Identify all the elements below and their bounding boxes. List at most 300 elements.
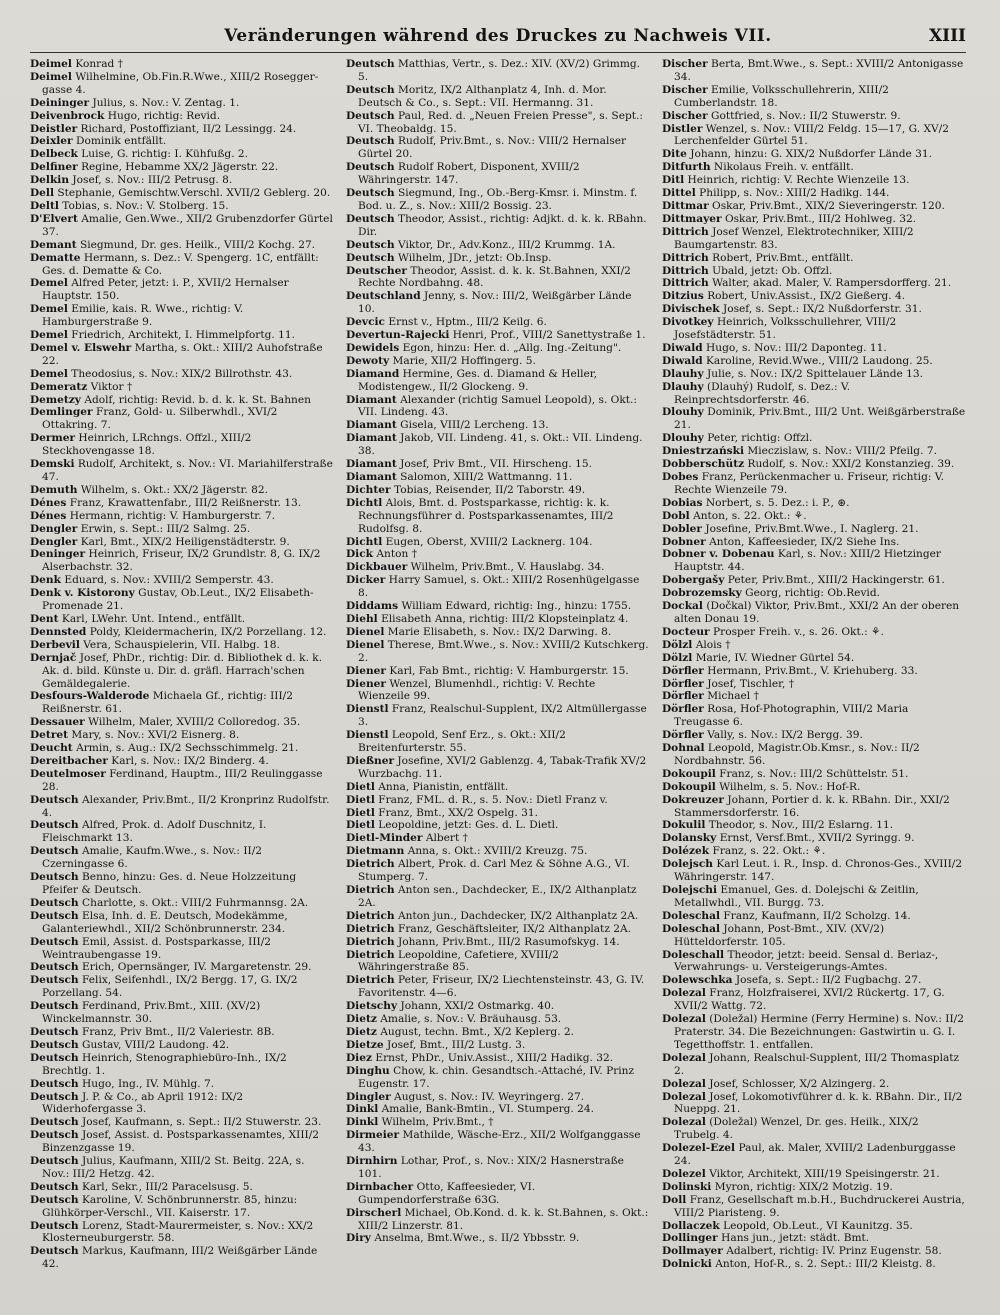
directory-entry: [662, 406, 966, 432]
directory-entry: [662, 1091, 966, 1117]
entry-details: Karoline, Revid.Wwe., VIII/2 Laudong. 25.: [706, 354, 933, 367]
directory-entry: [30, 819, 334, 845]
entry-details: Adolf, richtig: Revid. b. d. k. k. St. Bahnen: [84, 393, 311, 406]
directory-entry: [662, 1245, 966, 1258]
directory-entry: [346, 1065, 650, 1091]
entry-surname: Deutsch: [346, 135, 395, 148]
entry-details: Albert †: [425, 832, 468, 845]
entry-surname: Diwald: [662, 354, 703, 367]
entry-details: Anton sen., Dachdecker, E., IX/2 Althanplatz 2A.: [358, 884, 637, 909]
entry-surname: Dienel: [346, 625, 385, 638]
entry-surname: Discher: [662, 109, 708, 122]
directory-entry: [30, 548, 334, 574]
entry-details: Franz, Krawattenfabr., III/2 Reißnerstr. 13.: [69, 496, 302, 509]
directory-entry: [662, 445, 966, 458]
entry-surname: Dittrich: [662, 277, 709, 290]
entry-details: Eduard, s. Nov.: XVIII/2 Semperstr. 43.: [64, 574, 274, 587]
entry-surname: Dietl: [346, 780, 375, 793]
entry-surname: D'Elvert: [30, 212, 78, 225]
entry-details: Karl, Bmt., XIX/2 Heiligenstädterstr. 9.: [80, 535, 290, 548]
directory-entry: [662, 381, 966, 407]
entry-surname: Dell: [30, 187, 54, 200]
entry-surname: Dobes: [662, 471, 699, 483]
entry-details: Karl, s. Nov.: XIII/2 Hietzinger Hauptstr. 44.: [674, 548, 941, 574]
entry-surname: Dereitbacher: [30, 754, 108, 767]
entry-surname: Dolezal: [662, 1051, 706, 1064]
entry-details: Heinrich, richtig: V. Rechte Wienzeile 13.: [687, 174, 910, 187]
directory-entry: [662, 1258, 966, 1271]
entry-surname: Dickbauer: [346, 561, 408, 574]
directory-entry: [30, 1091, 334, 1117]
entry-details: Walter, akad. Maler, V. Rampersdorfferg. 21.: [712, 277, 952, 290]
entry-surname: Deutsch: [30, 935, 79, 948]
directory-entry: [662, 884, 966, 910]
entry-surname: Deutsch: [30, 1219, 79, 1232]
entry-details: Hugo, s. Nov.: III/2 Daponteg. 11.: [706, 341, 887, 354]
directory-entry: [346, 1091, 650, 1104]
directory-entry: [346, 974, 650, 1000]
directory-entry: [30, 174, 334, 187]
entry-details: Siegmund, Dr. ges. Heilk., VIII/2 Kochg. 27.: [79, 238, 316, 251]
entry-details: Charlotte, s. Okt.: VIII/2 Fuhrmannsg. 2A.: [82, 896, 309, 909]
directory-entry: [662, 781, 966, 794]
entry-surname: Demeratz: [30, 380, 88, 393]
entry-surname: Dokreuzer: [662, 793, 724, 806]
directory-entry: [662, 252, 966, 265]
entry-details: Rudolf, Architekt, s. Nov.: VI. Mariahilferstraße 47.: [42, 458, 333, 483]
directory-entry: [662, 458, 966, 471]
entry-surname: Deutschland: [346, 290, 421, 303]
directory-entry: [30, 381, 334, 394]
entry-details: Michael †: [707, 690, 759, 703]
entry-details: Robert, Univ.Assist., IX/2 Gießerg. 4.: [707, 290, 906, 303]
entry-surname: Dietl: [346, 793, 375, 806]
entry-surname: Dobl: [662, 509, 690, 522]
entry-surname: Deimel: [30, 58, 72, 70]
directory-entry: [30, 716, 334, 729]
entry-surname: Deimel: [30, 70, 72, 83]
directory-entry: [662, 523, 966, 536]
entry-details: Wenzel, Blumenhdl., richtig: V. Rechte Wienzeile 99.: [358, 677, 596, 703]
directory-entry: [30, 910, 334, 936]
directory-entry: [662, 729, 966, 742]
entry-details: Myron, richtig: XIX/2 Motzig. 19.: [714, 1180, 893, 1193]
directory-entry: [30, 639, 334, 652]
entry-surname: Deninger: [30, 548, 86, 561]
directory-entry: [346, 1013, 650, 1026]
directory-entry: [662, 665, 966, 678]
directory-entry: [346, 574, 650, 600]
entry-details: Viktor, Dr., Adv.Konz., III/2 Krummg. 1A.: [398, 238, 616, 251]
entry-surname: Diddams: [346, 600, 399, 613]
entry-details: Rudolf, s. Nov.: XXI/2 Konstanzieg. 39.: [747, 458, 955, 471]
entry-surname: Dienel: [346, 638, 385, 651]
entry-details: Egon, hinzu: Her. d. „Allg. Ing.-Zeitung".: [402, 341, 622, 354]
entry-details: Henri, Prof., VIII/2 Sanettystraße 1.: [452, 329, 646, 342]
directory-entry: [30, 587, 334, 613]
entry-details: Emanuel, Ges. d. Dolejschi & Zeitlin, Metallwhdl., VII. Burgg. 73.: [674, 884, 919, 909]
directory-entry: [346, 1026, 650, 1039]
entry-details: Anton, Kaffeesieder, IX/2 Siehe Ins.: [709, 535, 900, 548]
entry-surname: Desfours-Walderode: [30, 690, 150, 703]
directory-entry: [662, 768, 966, 781]
entry-surname: Dohnal: [662, 742, 705, 755]
entry-details: Hermann, Priv.Bmt., V. Kriehuberg. 33.: [707, 664, 918, 677]
entry-surname: Devertun-Rajecki: [346, 329, 450, 342]
entry-details: Heinrich, Friseur, IX/2 Grundlstr. 8, G. IX/2 Alserbachstr. 32.: [42, 548, 321, 574]
directory-entry: [346, 819, 650, 832]
entry-details: Josefine, XVI/2 Gablenzg. 4, Tabak-Trafik XV/2 Wurzbachg. 11.: [358, 754, 647, 780]
entry-surname: Dittrich: [662, 225, 709, 238]
entry-surname: Dietl: [346, 806, 375, 819]
directory-entry: [30, 768, 334, 794]
entry-surname: Deivenbrock: [30, 109, 105, 122]
page-title: Veränderungen während des Druckes zu Nachweis VII.: [224, 26, 772, 46]
entry-surname: Dokoupil: [662, 767, 716, 780]
entry-surname: Delfiner: [30, 161, 78, 174]
entry-details: Chow, k. chin. Gesandtsch.-Attaché, IV. Prinz Eugenstr. 17.: [358, 1064, 635, 1090]
entry-surname: Deutsch: [30, 1155, 79, 1168]
directory-entry: [30, 368, 334, 381]
entry-surname: Dietl: [346, 819, 375, 832]
entry-surname: Dolezal: [662, 987, 706, 1000]
entry-details: Markus, Kaufmann, III/2 Weißgärber Lände 42.: [42, 1245, 318, 1271]
entry-details: Leopoldine, Cafetiere, XVIII/2 Währingerstraße 85.: [358, 948, 559, 974]
directory-entry: [30, 161, 334, 174]
entry-details: Ernst, Versf.Bmt., XVII/2 Syringg. 9.: [719, 832, 915, 845]
entry-details: Dominik entfällt.: [76, 135, 167, 148]
entry-surname: Ditfurth: [662, 161, 711, 174]
entry-details: Peter, Priv.Bmt., XIII/2 Hackingerstr. 61.: [727, 574, 945, 587]
entry-surname: Dinghu: [346, 1064, 390, 1077]
directory-entry: [662, 471, 966, 497]
directory-entry: [346, 135, 650, 161]
entry-details: Josef, Kaufmann, s. Sept.: II/2 Stuwerstr. 23.: [82, 1116, 322, 1129]
entry-surname: Delbeck: [30, 148, 78, 161]
directory-entry: [30, 71, 334, 97]
entry-details: Franz, Priv Bmt., II/2 Valeriestr. 8B.: [82, 1025, 275, 1038]
page-number: XIII: [928, 26, 966, 46]
directory-entry: [662, 974, 966, 987]
directory-entry: [662, 1232, 966, 1245]
entry-details: Gisela, VIII/2 Lercheng. 13.: [400, 419, 549, 432]
entry-surname: Diehl: [346, 612, 378, 625]
entry-details: Anton jun., Dachdecker, IX/2 Althanplatz 2A.: [397, 909, 639, 922]
entry-details: Theodosius, s. Nov.: XIX/2 Billrothstr. 43.: [71, 367, 293, 380]
entry-details: Theodor, Assist., richtig: Adjkt. d. k. k. RBahn. Dir.: [358, 212, 647, 238]
directory-entry: [346, 484, 650, 497]
directory-entry: [662, 1168, 966, 1181]
entry-surname: Deutsch: [30, 1116, 79, 1129]
entry-surname: Diamand: [346, 367, 400, 380]
directory-entry: [662, 548, 966, 574]
directory-entry: [346, 639, 650, 665]
entry-details: Hans jun., jetzt: städt. Bmt.: [721, 1232, 870, 1245]
directory-entry: [662, 213, 966, 226]
directory-entry: [30, 303, 334, 329]
directory-entry: [662, 123, 966, 149]
entry-details: Rudolf, Priv.Bmt., s. Nov.: VIII/2 Hernalser Gürtel 20.: [358, 135, 627, 161]
entry-details: Josefine, Priv.Bmt.Wwe., I. Naglerg. 21.: [705, 522, 919, 535]
entry-details: Wilhelm, s. 5. Nov.: Hof-R.: [719, 780, 861, 793]
entry-surname: Dent: [30, 612, 59, 625]
entry-surname: Dietrich: [346, 909, 395, 922]
entry-surname: Dietrich: [346, 974, 395, 987]
directory-entry: [30, 1116, 334, 1129]
entry-surname: Dernjač: [30, 651, 77, 664]
entry-details: Theodor, jetzt: beeid. Sensal d. Beriaz-, Verwahrungs- u. Versteigerungs-Amtes.: [674, 948, 939, 974]
entry-details: Therese, Bmt.Wwe., s. Nov.: XVIII/2 Kutschkerg. 2.: [358, 638, 649, 664]
directory-entry: [662, 497, 966, 510]
entry-surname: Dietrich: [346, 884, 395, 896]
directory-entry: [346, 252, 650, 265]
directory-entry: [662, 626, 966, 639]
directory-entry: [30, 845, 334, 871]
directory-entry: [662, 1220, 966, 1233]
entry-details: Erich, Opernsänger, IV. Margaretenstr. 29.: [82, 961, 312, 974]
entry-details: Konrad †: [75, 58, 123, 70]
entry-details: Emil, Assist. d. Postsparkasse, III/2 Weintraubengasse 19.: [42, 935, 272, 961]
entry-details: (Doležal) Hermine (Ferry Hermine) s. Nov.: II/2 Praterstr. 34. Die Bezeichnungen: Gastwirtin u. G. I. Tegetthoffstr. 1. entfallen.: [674, 1013, 964, 1051]
entry-surname: Devcic: [346, 316, 386, 329]
entry-surname: Dokoupil: [662, 780, 716, 793]
entry-details: Ferdinand, Hauptm., III/2 Reulinggasse 28.: [42, 767, 323, 793]
entry-surname: Doll: [662, 1193, 687, 1206]
entry-details: Nikolaus Freih. v. entfällt.: [713, 161, 854, 174]
entry-surname: Dengler: [30, 535, 78, 548]
entry-surname: Detret: [30, 729, 69, 742]
entry-surname: Dobrozemsky: [662, 587, 742, 600]
entry-details: Karl, s. Nov.: IX/2 Binderg. 4.: [111, 754, 269, 767]
entry-surname: Deutsch: [30, 1051, 79, 1064]
entry-details: Hugo, Ing., IV. Mühlg. 7.: [82, 1077, 215, 1090]
directory-entry: [662, 703, 966, 729]
entry-surname: Diry: [346, 1232, 371, 1245]
directory-entry: [346, 432, 650, 458]
directory-entry: [662, 432, 966, 445]
entry-surname: Dessauer: [30, 716, 85, 729]
entry-details: Friedrich, Architekt, I. Himmelpfortg. 11.: [71, 329, 295, 342]
directory-entry: [346, 1129, 650, 1155]
entry-details: Julie, s. Nov.: IX/2 Spittelauer Lände 13.: [707, 367, 923, 380]
entry-details: Salomon, XIII/2 Wattmanng. 11.: [400, 471, 573, 483]
entry-surname: Demuth: [30, 483, 78, 496]
entry-details: Heinrich, LRchngs. Offzl., XIII/2 Steckhovengasse 18.: [42, 432, 252, 458]
directory-entry: [30, 1052, 334, 1078]
entry-surname: Demetzy: [30, 393, 81, 406]
entry-surname: Dietze: [346, 1038, 384, 1051]
entry-details: Marie Elisabeth, s. Nov.: IX/2 Darwing. 8.: [387, 625, 612, 638]
entry-details: Siegmund, Ing., Ob.-Berg-Kmsr. i. Minstm. f. Bod. u. Z., s. Nov.: XIII/2 Bossig. 23.: [358, 187, 638, 212]
entry-surname: Dermer: [30, 432, 76, 445]
directory-entry: [346, 884, 650, 910]
directory-entry: [30, 626, 334, 639]
entry-surname: Demel v. Elswehr: [30, 341, 132, 354]
directory-entry: [30, 394, 334, 407]
directory-entry: [662, 587, 966, 600]
entry-surname: Dollmayer: [662, 1245, 723, 1258]
entry-details: Alexander (richtig Samuel Leopold), s. Okt.: VII. Lindeng. 43.: [358, 393, 637, 419]
directory-entry: [346, 1116, 650, 1129]
entry-surname: Dénes: [30, 496, 67, 509]
entry-details: Karl, Fab Bmt., richtig: V. Hamburgerstr. 15.: [389, 664, 629, 677]
entry-surname: Demel: [30, 329, 68, 342]
entry-details: Norbert, s. 5. Dez.: i. P., ⊛.: [705, 496, 850, 509]
directory-entry: [346, 858, 650, 884]
directory-entry: [662, 949, 966, 975]
entry-details: Felix, Seifenhdl., IX/2 Bergg. 17, G. IX/2 Porzellang. 54.: [42, 974, 298, 1000]
entry-details: Viktor, Architekt, XIII/19 Speisingerstr. 21.: [709, 1167, 940, 1180]
directory-entry: [346, 703, 650, 729]
directory-entry: [30, 239, 334, 252]
entry-surname: Dittel: [662, 187, 696, 200]
column-middle: [346, 58, 650, 1301]
entry-surname: Demski: [30, 458, 75, 471]
entry-surname: Deutsch: [30, 1025, 79, 1038]
directory-entry: [662, 742, 966, 768]
entry-surname: Dolezal: [662, 1013, 706, 1026]
directory-entry: [30, 97, 334, 110]
entry-details: Georg, richtig: Ob.Revid.: [745, 587, 880, 600]
entry-details: Franz, Realschul-Supplent, IX/2 Altmüllergasse 3.: [358, 703, 647, 729]
entry-details: Rudolf Robert, Disponent, XVIII/2 Währingerstr. 147.: [358, 161, 580, 187]
entry-surname: Dießner: [346, 754, 395, 767]
directory-entry: [662, 832, 966, 845]
entry-surname: Deutsch: [346, 83, 395, 96]
entry-surname: Dobner: [662, 535, 706, 548]
entry-surname: Dietrich: [346, 948, 395, 961]
directory-entry: [30, 974, 334, 1000]
entry-surname: Denk: [30, 574, 61, 587]
entry-surname: Dobergašy: [662, 574, 725, 587]
entry-surname: Dewoty: [346, 354, 390, 367]
entry-surname: Diwald: [662, 341, 703, 354]
entry-surname: Deininger: [30, 96, 90, 109]
entry-surname: Dietz: [346, 1025, 377, 1038]
entry-surname: Deutsch: [30, 871, 79, 884]
entry-details: Hermann, s. Dez.: V. Spengerg. 1C, entfällt: Ges. d. Dematte & Co.: [42, 251, 319, 277]
directory-entry: [662, 174, 966, 187]
entry-details: Mary, s. Nov.: XVI/2 Eisnerg. 8.: [71, 729, 240, 742]
directory-entry: [30, 484, 334, 497]
directory-entry: [30, 1181, 334, 1194]
directory-entry: [346, 729, 650, 755]
entry-details: Gottfried, s. Nov.: II/2 Stuwerstr. 9.: [711, 109, 901, 122]
directory-entry: [30, 148, 334, 161]
directory-entry: [30, 329, 334, 342]
entry-details: Harry Samuel, s. Okt.: XIII/2 Rosenhügelgasse 8.: [358, 574, 640, 600]
entry-details: August, s. Nov.: IV. Weyringerg. 27.: [394, 1090, 585, 1103]
entry-surname: Dollaczek: [662, 1219, 720, 1232]
directory-entry: [30, 755, 334, 768]
entry-details: Amalie, Bank-Bmtin., VI. Stumperg. 24.: [381, 1103, 595, 1116]
entry-surname: Diener: [346, 664, 386, 677]
entry-details: (Dlauhý) Rudolf, s. Dez.: V. Reinprechtsdorferstr. 46.: [674, 380, 851, 406]
directory-entry: [346, 1155, 650, 1181]
directory-entry: [662, 58, 966, 84]
entry-details: Wilhelm, s. Okt.: XX/2 Jägerstr. 82.: [80, 483, 269, 496]
entry-details: Franz, Geschäftsleiter, IX/2 Althanplatz 2A.: [397, 922, 632, 935]
entry-surname: Deucht: [30, 742, 73, 755]
entry-details: Heinrich, Stenographiebüro-Inh., IX/2 Brechtlg. 1.: [42, 1051, 287, 1077]
entry-surname: Dolézek: [662, 845, 710, 858]
directory-entry: [30, 613, 334, 626]
entry-details: Karl, Sekr., III/2 Paracelsusg. 5.: [82, 1180, 253, 1193]
directory-entry: [346, 845, 650, 858]
directory-entry: [346, 910, 650, 923]
entry-details: Lorenz, Stadt-Maurermeister, s. Nov.: XX/2 Klosterneuburgerstr. 58.: [42, 1219, 314, 1245]
entry-surname: Deutsch: [30, 1193, 79, 1206]
directory-entry: [346, 923, 650, 936]
entry-details: Michaela Gf., richtig: III/2 Reißnerstr. 61.: [42, 690, 293, 716]
directory-entry: [662, 1013, 966, 1052]
directory-entry: [346, 355, 650, 368]
entry-surname: Deutsch: [30, 1090, 79, 1103]
entry-details: Johann, Post-Bmt., XIV. (XV/2) Hütteldorferstr. 105.: [674, 922, 885, 948]
directory-entry: [662, 148, 966, 161]
directory-entry: [346, 807, 650, 820]
directory-entry: [346, 600, 650, 613]
entry-details: Anton, Hof-R., s. 2. Sept.: III/2 Kleistg. 8.: [715, 1258, 936, 1271]
directory-entry: [662, 794, 966, 820]
entry-surname: Dinkl: [346, 1116, 379, 1129]
entry-details: Michael, Ob.Kond. d. k. k. St.Bahnen, s. Okt.: XIII/2 Linzerstr. 81.: [358, 1206, 649, 1232]
entry-details: Alois, Bmt. d. Postsparkasse, richtig: k. k. Rechnungsführer d. Postsparkassenamtes, III/2 Rudolfsg. 8.: [358, 496, 614, 535]
entry-details: Josef Wenzel, Elektrotechniker, XIII/2 Baumgartenstr. 83.: [674, 225, 914, 251]
directory-entry: [662, 1052, 966, 1078]
entry-surname: Dietrich: [346, 858, 395, 871]
entry-details: Leopold, Ob.Leut., VI Kaunitzg. 35.: [723, 1219, 913, 1232]
entry-details: Martha, s. Okt.: XIII/2 Auhofstraße 22.: [42, 341, 323, 367]
entry-details: Alfred Peter, jetzt: i. P., XVII/2 Hernalser Hauptstr. 150.: [42, 277, 289, 303]
entry-details: Gustav, VIII/2 Laudong. 42.: [82, 1038, 230, 1051]
directory-entry: [662, 1078, 966, 1091]
directory-entry: [662, 226, 966, 252]
entry-details: Adalbert, richtig: IV. Prinz Eugenstr. 58.: [726, 1245, 942, 1258]
directory-columns: [30, 58, 966, 1301]
entry-details: Franz, Bmt., XX/2 Ospelg. 31.: [378, 806, 538, 819]
entry-details: Wenzel, s. Nov.: VIII/2 Feldg. 15—17, G. XV/2 Lerchenfelder Gürtel 51.: [674, 122, 949, 148]
directory-entry: [662, 652, 966, 665]
directory-entry: [346, 342, 650, 355]
entry-surname: Diamant: [346, 393, 397, 406]
directory-entry: [662, 639, 966, 652]
entry-surname: Deutsch: [30, 1245, 79, 1258]
entry-surname: Dolewschka: [662, 974, 733, 987]
directory-entry: [346, 265, 650, 291]
entry-surname: Dörfler: [662, 729, 704, 742]
directory-entry: [662, 678, 966, 691]
entry-details: Dominik, Priv.Bmt., III/2 Unt. Weißgärberstraße 21.: [674, 406, 966, 432]
entry-surname: Deixler: [30, 135, 73, 148]
entry-surname: Dlauhy: [662, 380, 704, 393]
entry-surname: Dittmayer: [662, 212, 722, 225]
entry-details: Karl Leut. i. R., Insp. d. Chronos-Ges., XVIII/2 Währingerstr. 147.: [674, 858, 963, 884]
directory-entry: [346, 1181, 650, 1207]
entry-details: Paul, ak. Maler, XVIII/2 Ladenburggasse 24.: [674, 1142, 956, 1168]
entry-surname: Dirscherl: [346, 1206, 402, 1219]
entry-details: Ubald, jetzt: Ob. Offzl.: [712, 264, 833, 277]
directory-entry: [346, 678, 650, 704]
entry-surname: Demlinger: [30, 406, 93, 419]
directory-entry: [30, 213, 334, 239]
entry-details: Theodor, Assist. d. k. k. St.Bahnen, XXI/2 Rechte Nordbahng. 48.: [358, 264, 631, 290]
entry-details: Elsa, Inh. d. E. Deutsch, Modekämme, Galanteriewhdl., XII/2 Schönbrunnerstr. 234.: [42, 909, 288, 935]
directory-entry: [346, 536, 650, 549]
entry-surname: Deutsch: [30, 961, 79, 974]
entry-surname: Ditl: [662, 174, 685, 187]
entry-details: Vally, s. Nov.: IX/2 Bergg. 39.: [707, 729, 863, 742]
